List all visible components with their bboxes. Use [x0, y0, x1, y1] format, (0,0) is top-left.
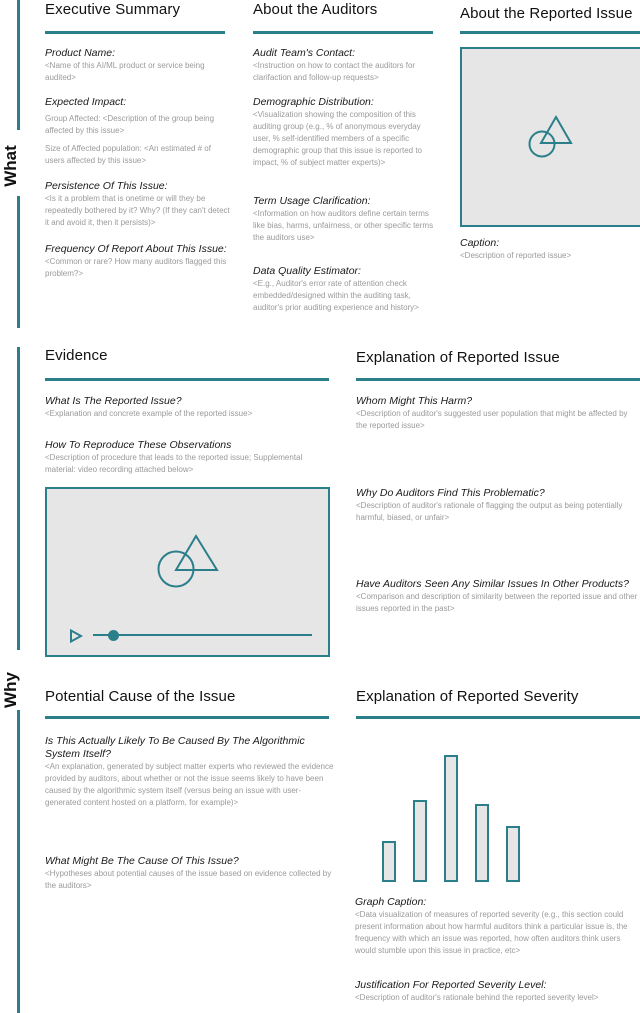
executive-summary-title: Executive Summary [45, 1, 181, 18]
problematic-field [356, 487, 636, 524]
product-name-value: <Name of this AI/ML product or service being audited> [45, 61, 205, 82]
frequency-label: Frequency Of Report About This Issue: [45, 243, 227, 255]
what-issue-label: What Is The Reported Issue? [45, 395, 182, 407]
explanation-issue-title: Explanation of Reported Issue [356, 349, 560, 366]
shapes-placeholder-icon [460, 47, 640, 227]
persistence-label: Persistence Of This Issue: [45, 180, 168, 192]
term-usage-field [253, 195, 438, 244]
size-affected-value: Size of Affected population: <An estimated # of users affected by this issue> [45, 144, 211, 165]
cause-hypothesis-field [45, 855, 335, 892]
about-auditors-rule [253, 31, 433, 34]
what-issue-field [45, 395, 335, 420]
similar-issues-label: Have Auditors Seen Any Similar Issues In Other Products? [356, 578, 629, 590]
product-name-label: Product Name: [45, 47, 116, 59]
group-affected-value: Group Affected: <Description of the group being affected by this issue> [45, 114, 215, 135]
whom-harm-label: Whom Might This Harm? [356, 395, 473, 407]
severity-bar-chart [370, 750, 530, 882]
cause-hypothesis-label: What Might Be The Cause Of This Issue? [45, 855, 239, 867]
whom-harm-value: <Description of auditor's suggested user population that might be affected by the reported issue> [356, 409, 628, 430]
shapes-placeholder-icon [45, 487, 330, 657]
severity-bar [382, 841, 396, 882]
graph-caption-field [355, 896, 640, 957]
about-issue-title: About the Reported Issue [460, 5, 633, 22]
problematic-label: Why Do Auditors Find This Problematic? [356, 487, 545, 499]
caption-field [460, 237, 640, 262]
caption-label: Caption: [460, 237, 500, 249]
algorithmic-cause-field [45, 735, 335, 809]
severity-title: Explanation of Reported Severity [356, 688, 579, 705]
audit-contact-value: <Instruction on how to contact the auditors for clarifaction and follow-up requests> [253, 61, 416, 82]
potential-cause-rule [45, 716, 329, 719]
data-quality-field [253, 265, 438, 314]
severity-bar [444, 755, 458, 882]
why-divider-bottom [17, 710, 20, 1013]
severity-bar [475, 804, 489, 882]
reported-issue-image [460, 47, 640, 227]
about-issue-rule [460, 31, 640, 34]
similar-issues-field [356, 578, 640, 615]
similar-issues-value: <Comparison and description of similarity between the reported issue and other issues reported in the past> [356, 592, 638, 613]
persistence-value: <Is it a problem that is onetime or will they be repeatedly bothered by it? Why? (If they can't detect it and avoid it, then it persists)> [45, 194, 230, 227]
explanation-issue-rule [356, 378, 640, 381]
cause-hypothesis-value: <Hypotheses about potential causes of the issue based on evidence collected by the auditors> [45, 869, 332, 890]
play-icon[interactable] [69, 629, 83, 643]
frequency-value: <Common or rare? How many auditors flagged this problem?> [45, 257, 227, 278]
evidence-video-player[interactable] [45, 487, 330, 657]
what-issue-value: <Explanation and concrete example of the reported issue> [45, 409, 253, 418]
term-usage-value: <Information on how auditors define certain terms like bias, harms, unfairness, or other specific terms the auditors use> [253, 209, 434, 242]
what-section-label: What [1, 145, 20, 187]
executive-summary-rule [45, 31, 225, 34]
demographic-label: Demographic Distribution: [253, 96, 374, 108]
justification-value: <Description of auditor's rationale behind the reported severity level> [355, 993, 599, 1002]
expected-impact-label: Expected Impact: [45, 96, 127, 108]
data-quality-value: <E.g., Auditor's error rate of attention check embedded/designed within the auditing task, auditor's prior auditing experience and history> [253, 279, 419, 312]
demographic-value: <Visualization showing the composition of this auditing group (e.g., % of anonymous everyday user, % self-identified members of a specific demographic group that this issue is reported to impact, % of subject matter experts)> [253, 110, 422, 167]
severity-bar [413, 800, 427, 882]
severity-rule [356, 716, 640, 719]
expected-impact-field [45, 96, 225, 167]
product-name-field [45, 47, 225, 84]
justification-field [355, 979, 640, 1004]
problematic-value: <Description of auditor's rationale of flagging the output as being potentially harmful, biased, or unfair> [356, 501, 623, 522]
reproduce-field [45, 439, 335, 476]
algorithmic-cause-label: Is This Actually Likely To Be Caused By The Algorithmic System Itself? [45, 735, 305, 760]
demographic-field [253, 96, 438, 169]
reproduce-value: <Description of procedure that leads to the reported issue; Supplemental material: video recording attached below> [45, 453, 303, 474]
severity-bar [506, 826, 520, 882]
evidence-rule [45, 378, 329, 381]
why-divider-top [17, 347, 20, 650]
why-section-label: Why [1, 672, 20, 708]
audit-contact-label: Audit Team's Contact: [253, 47, 356, 59]
graph-caption-value: <Data visualization of measures of reported severity (e.g., this section could present information about how harmful auditors think a particular issue is, the frequency with which an issue was reported, how often auditors think users would stumble upon this issue in practice, etc> [355, 910, 628, 955]
reproduce-label: How To Reproduce These Observations [45, 439, 232, 451]
audit-contact-field [253, 47, 438, 84]
frequency-field [45, 243, 235, 280]
about-auditors-title: About the Auditors [253, 1, 378, 18]
justification-label: Justification For Reported Severity Level: [355, 979, 547, 991]
term-usage-label: Term Usage Clarification: [253, 195, 371, 207]
what-divider-bottom [17, 196, 20, 328]
caption-value: <Description of reported issue> [460, 251, 572, 260]
potential-cause-title: Potential Cause of the Issue [45, 688, 236, 705]
what-divider-top [17, 0, 20, 130]
video-progress-knob[interactable] [108, 630, 119, 641]
graph-caption-label: Graph Caption: [355, 896, 427, 908]
whom-harm-field [356, 395, 636, 432]
data-quality-label: Data Quality Estimator: [253, 265, 361, 277]
persistence-field [45, 180, 230, 229]
evidence-title: Evidence [45, 347, 108, 364]
algorithmic-cause-value: <An explanation, generated by subject matter experts who reviewed the evidence provided by auditors, about whether or not the issue seems likely to have been caused by the algorithmic system itself (versus being an issue with user-generated content hosted on a platform, for example)> [45, 762, 334, 807]
